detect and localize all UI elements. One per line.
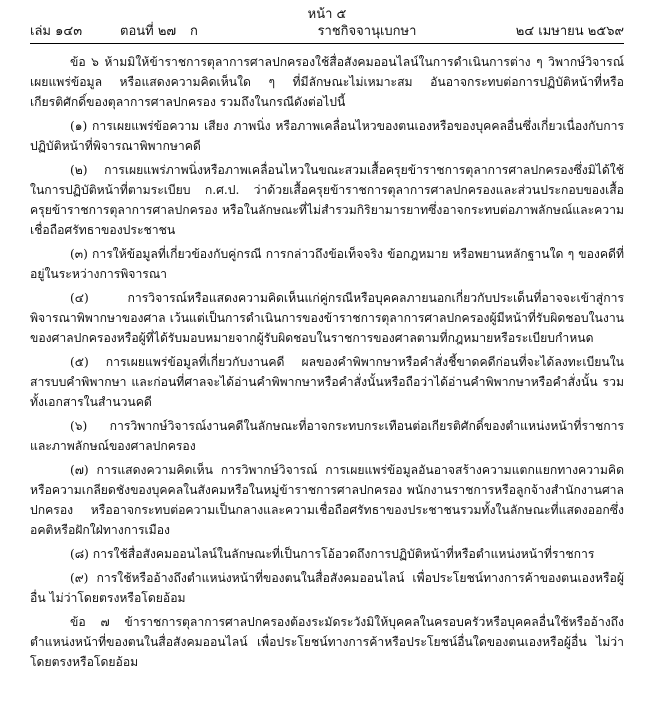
gazette-title: ราชกิจจานุเบกษา <box>317 24 417 39</box>
subsection-label: ก <box>190 24 198 39</box>
section-label: ตอนที่ ๒๗ <box>120 24 177 39</box>
item-1-paragraph: (๑) การเผยแพร่ข้อความ เสียง ภาพนิ่ง หรือภาพเคลื่อนไหวของตนเองหรือของบุคคลอื่นซึ่งเกี่ยวเนื่องกับการปฏิบัติหน้าที่พิจารณาพิพากษาคดี <box>30 119 624 153</box>
regulation-body <box>30 52 624 672</box>
item-8-paragraph: (๘) การใช้สื่อสังคมออนไลน์ในลักษณะที่เป็นการโอ้อวดถึงการปฏิบัติหน้าที่หรือตำแหน่งหน้าที่ราชการ <box>70 547 595 561</box>
item-6-paragraph: (๖) การวิพากษ์วิจารณ์งานคดีในลักษณะที่อาจกระทบกระเทือนต่อเกียรติศักดิ์ของตำแหน่งหน้าที่ราชการและภาพลักษณ์ของศาลปกครอง <box>30 419 624 453</box>
item-5-paragraph: (๕) การเผยแพร่ข้อมูลที่เกี่ยวกับงานคดี ผลของคำพิพากษาหรือคำสั่งชี้ขาดคดีก่อนที่จะได้ลงทะเบียนในสารบบคำพิพากษา และก่อนที่ศาลจะได้อ่านคำพิพากษาหรือคำสั่งนั้นหรือถือว่าได้อ่านคำพิพากษาหรือคำสั่งนั้น รวมทั้งเอกสารในสำนวนคดี <box>30 355 624 409</box>
page-number: หน้า ๕ <box>307 7 347 22</box>
volume-label: เล่ม ๑๔๓ <box>30 24 83 39</box>
clause-6-paragraph: ข้อ ๖ ห้ามมิให้ข้าราชการตุลาการศาลปกครองใช้สื่อสังคมออนไลน์ในการดำเนินการต่าง ๆ วิพากษ์วิจารณ์ เผยแพร่ข้อมูล หรือแสดงความคิดเห็นใด ๆ ที่มีลักษณะไม่เหมาะสม อันอาจกระทบต่อการปฏิบัติหน้าที่หรือเกียรติศักดิ์ของตุลาการศาลปกครอง รวมถึงในกรณีดังต่อไปนี้ <box>30 55 624 109</box>
gazette-header <box>30 23 624 44</box>
item-9-paragraph: (๙) การใช้หรืออ้างถึงตำแหน่งหน้าที่ของตนในสื่อสังคมออนไลน์ เพื่อประโยชน์ทางการค้าของตนเองหรือผู้อื่น ไม่ว่าโดยตรงหรือโดยอ้อม <box>30 571 624 605</box>
clause-7-paragraph: ข้อ ๗ ข้าราชการตุลาการศาลปกครองต้องระมัดระวังมิให้บุคคลในครอบครัวหรือบุคคลอื่นใช้หรืออ้างถึงตำแหน่งหน้าที่ของตนในสื่อสังคมออนไลน์ เพื่อประโยชน์ทางการค้าหรือประโยชน์อื่นใดของตนเองหรือผู้อื่น ไม่ว่าโดยตรงหรือโดยอ้อม <box>30 615 624 669</box>
publication-date: ๒๔ เมษายน ๒๕๖๙ <box>515 24 624 39</box>
item-4-paragraph: (๔) การวิจารณ์หรือแสดงความคิดเห็นแก่คู่กรณีหรือบุคคลภายนอกเกี่ยวกับประเด็นที่อาจจะเข้าสู่การพิจารณาพิพากษาของศาล เว้นแต่เป็นการดำเนินการของข้าราชการตุลาการศาลปกครองผู้มีหน้าที่รับผิดชอบในงานของศาลปกครองหรือผู้ที่ได้รับมอบหมายจากผู้รับผิดชอบในราชการของศาลตามที่กฎหมายหรือระเบียบกำหนด <box>30 291 624 345</box>
item-7-paragraph: (๗) การแสดงความคิดเห็น การวิพากษ์วิจารณ์ การเผยแพร่ข้อมูลอันอาจสร้างความแตกแยกทางความคิดหรือความเกลียดชังของบุคคลในสังคมหรือในหมู่ข้าราชการศาลปกครอง พนักงานราชการหรือลูกจ้างสำนักงานศาลปกครอง หรืออาจกระทบต่อความเป็นกลางและความเชื่อถือศรัทธาของประชาชนรวมทั้งในลักษณะที่แสดงออกซึ่งอคติหรือฝักใฝ่ทางการเมือง <box>30 463 624 537</box>
item-2-paragraph: (๒) การเผยแพร่ภาพนิ่งหรือภาพเคลื่อนไหวในขณะสวมเสื้อครุยข้าราชการตุลาการศาลปกครองซึ่งมิได้ใช้ในการปฏิบัติหน้าที่ตามระเบียบ ก.ศ.ป. ว่าด้วยเสื้อครุยข้าราชการตุลาการศาลปกครองและส่วนประกอบของเสื้อครุยข้าราชการตุลาการศาลปกครอง หรือในลักษณะที่ไม่สำรวมกิริยามารยาทซึ่งอาจกระทบต่อภาพลักษณ์และความเชื่อถือศรัทธาของประชาชน <box>30 163 624 237</box>
item-3-paragraph: (๓) การให้ข้อมูลที่เกี่ยวข้องกับคู่กรณี การกล่าวถึงข้อเท็จจริง ข้อกฎหมาย หรือพยานหลักฐานใด ๆ ของคดีที่อยู่ในระหว่างการพิจารณา <box>30 247 624 281</box>
